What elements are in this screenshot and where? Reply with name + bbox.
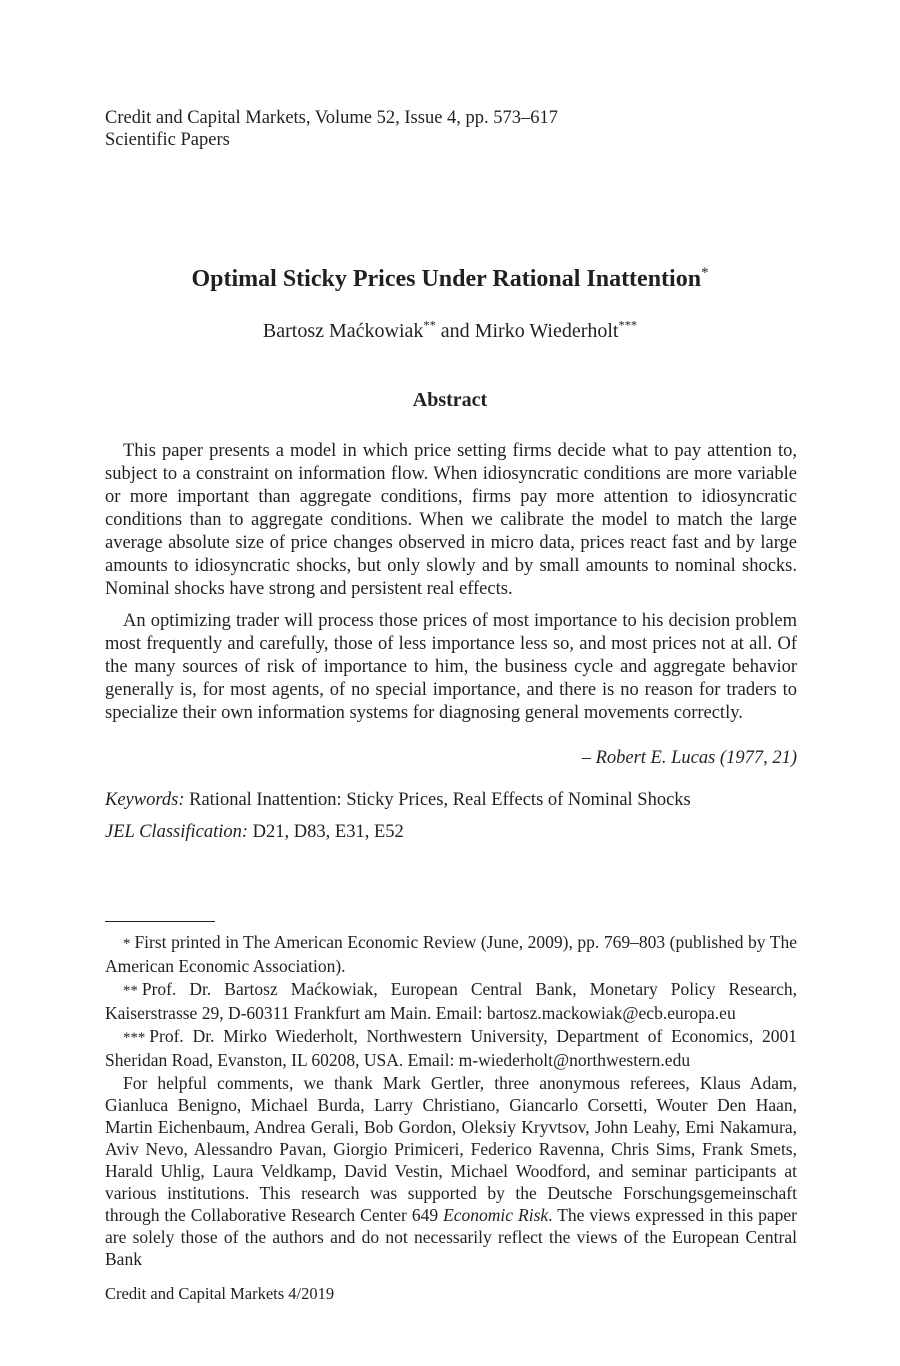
- jel-value: D21, D83, E31, E52: [252, 822, 404, 842]
- title-footnote-mark: *: [701, 265, 709, 281]
- author-line: [0, 318, 900, 344]
- author-footnote-mark: ***: [618, 318, 638, 333]
- acknowledgements-text: . The views expressed in this paper are solely those of the authors and do not necessarily reflect the views of the European Central Bank: [105, 1205, 797, 1269]
- journal-header: [105, 107, 558, 151]
- acknowledgements-text: For helpful comments, we thank Mark Gertler, three anonymous referees, Klaus Adam, Gianluca Benigno, Michael Burda, Larry Christiano, Giancarlo Corsetti, Wouter Den Haan, Martin Eichenbaum, Andrea Gerali, Bob Gordon, Oleksiy Kryvtsov, John Leahy, Emi Nakamura, Aviv Nevo, Alessandro Pavan, Giorgio Primiceri, Federico Ravenna, Chris Sims, Frank Smets, Harald Uhlig, Laura Veldkamp, David Vestin, Michael Woodford, and seminar participants at various institutions. This research was supported by the Deutsche Forschungsgemeinschaft through the Collaborative Research Center 649: [105, 1073, 797, 1225]
- footnote-mark: *: [123, 936, 131, 952]
- footnote-text: Prof. Dr. Mirko Wiederholt, Northwestern University, Department of Economics, 2001 Sheridan Road, Evanston, IL 60208, USA. Email: m-wiederholt@northwestern.edu: [105, 1026, 797, 1070]
- author-name: Bartosz Maćkowiak: [262, 320, 424, 342]
- footnote-divider: [105, 921, 215, 922]
- jel-label: JEL Classification:: [105, 822, 249, 842]
- page-footer: Credit and Capital Markets 4/2019: [105, 1284, 335, 1303]
- author-name: Mirko Wiederholt: [474, 320, 619, 342]
- epigraph: [105, 610, 797, 725]
- author-conjunction: and: [435, 320, 475, 342]
- journal-citation-line: Credit and Capital Markets, Volume 52, Issue 4, pp. 573–617: [105, 108, 559, 128]
- epigraph-paragraph: An optimizing trader will process those prices of most importance to his decision problem most frequently and carefully, those of less importance less so, and most prices not at all. Of the many sources of risk of importance to him, the business cycle and aggregate behavior generally is, for most agents, of no special importance, and there is no reason for traders to specialize their own information systems for diagnosing general movements correctly.: [105, 611, 797, 723]
- footnote-mark: ***: [123, 1030, 146, 1046]
- section-label: Scientific Papers: [105, 130, 230, 150]
- footnote: [105, 978, 797, 1024]
- abstract-body: [105, 440, 797, 601]
- keywords-value: Rational Inattention: Sticky Prices, Real Effects of Nominal Shocks: [189, 790, 691, 810]
- footnote: [105, 931, 797, 977]
- keywords-label: Keywords:: [105, 790, 185, 810]
- footnotes: [105, 931, 797, 1271]
- footnote-text: Prof. Dr. Bartosz Maćkowiak, European Central Bank, Monetary Policy Research, Kaiserstrasse 29, D-60311 Frankfurt am Main. Email: bartosz.mackowiak@ecb.europa.eu: [105, 979, 797, 1023]
- acknowledgements-emphasis: Economic Risk: [443, 1205, 549, 1225]
- paper-title-text: Optimal Sticky Prices Under Rational Inattention: [191, 266, 702, 292]
- keywords-line: [105, 789, 691, 812]
- acknowledgements: [105, 1072, 797, 1270]
- footnote-text: First printed in The American Economic Review (June, 2009), pp. 769–803 (published by The American Economic Association).: [105, 932, 797, 976]
- footnote: [105, 1025, 797, 1071]
- paper-title: [0, 264, 900, 294]
- jel-line: [105, 821, 404, 844]
- epigraph-attribution: – Robert E. Lucas (1977, 21): [581, 748, 797, 768]
- author-footnote-mark: **: [423, 318, 436, 333]
- abstract-heading: Abstract: [412, 389, 488, 411]
- footnote-mark: **: [123, 983, 138, 999]
- abstract-paragraph: This paper presents a model in which price setting firms decide what to pay attention to, subject to a constraint on information flow. When idiosyncratic conditions are more variable or more important than aggregate conditions, firms pay more attention to idiosyncratic conditions than to aggregate conditions. When we calibrate the model to match the large average absolute size of price changes observed in micro data, prices react fast and by large amounts to idiosyncratic shocks, but only slowly and by small amounts to nominal shocks. Nominal shocks have strong and persistent real effects.: [105, 441, 797, 599]
